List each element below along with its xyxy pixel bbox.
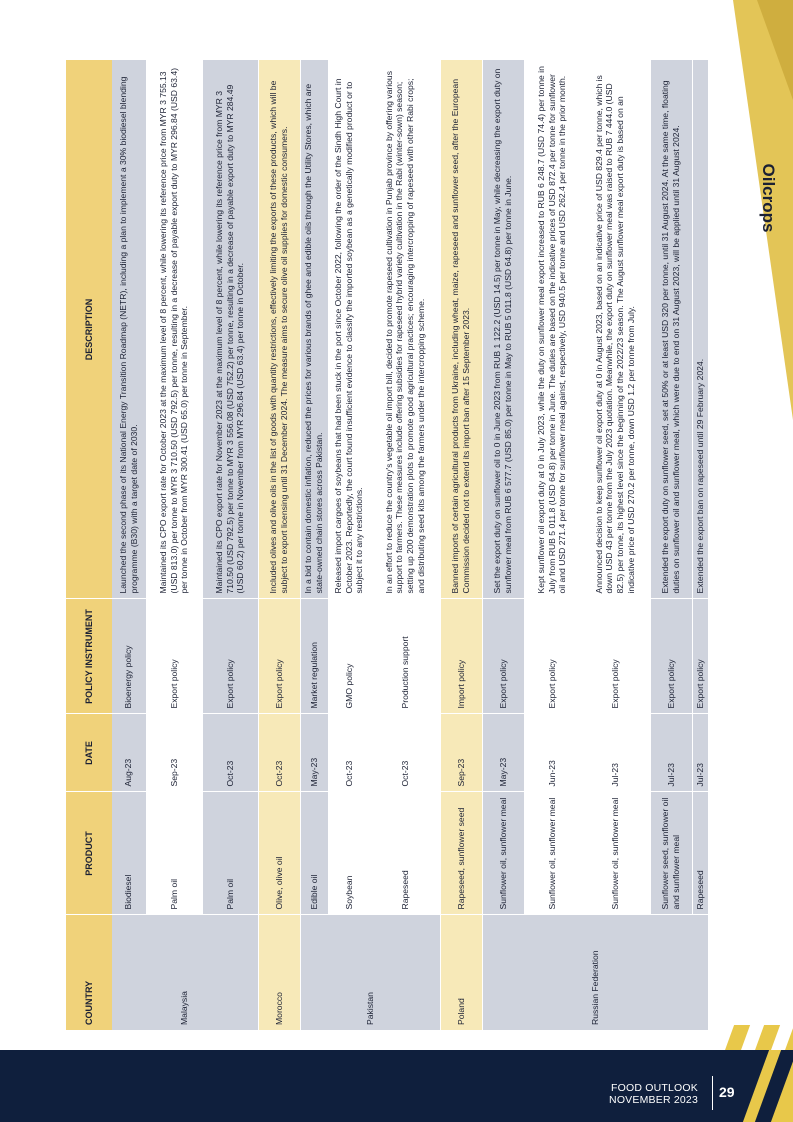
footer-divider [712,1076,713,1110]
cell-policy: GMO policy [328,599,370,714]
cell-policy: Export policy [524,599,580,714]
table-row [112,60,146,1030]
cell-description: Released import cargoes of soybeans that had been stuck in the port since October 2022, following the order of the Sindh High Court in October 2023. Reportedly, the court found insufficient evidence to classify the imported soybean as a genetically modified product or to subject it to any restrictions. [328,60,370,599]
cell-product: Rapeseed [370,792,440,915]
cell-product: Soybean [328,792,370,915]
cell-date: May-23 [300,714,328,792]
policy-table [66,60,709,1031]
cell-date: Jun-23 [524,714,580,792]
cell-date: Sep-23 [440,714,482,792]
cell-policy: Export policy [692,599,708,714]
table-row [258,60,300,1030]
cell-description: Banned imports of certain agricultural products from Ukraine, including wheat, maize, rapeseed and sunflower seed, after the European Commission decided not to extend its import ban after 15 September 2023. [440,60,482,599]
cell-description: Extended the export duty on sunflower seed, set at 50% or at least USD 320 per tonne, until 31 August 2024. At the same time, floating duties on sunflower oil and sunflower meal, which were due to end on 31 August 2023, will be applied until 31 August 2024. [650,60,692,599]
cell-description: Set the export duty on sunflower oil to 0 in June 2023 from RUB 1 122.2 (USD 14.5) per tonne in May, while decreasing the export duty on sunflower meal from RUB 6 577.7 (USD 85.0) per tonne in May to RUB 5 011.8 (USD 64.8) per tonne in June. [482,60,524,599]
cell-description: Extended the export ban on rapeseed until 29 February 2024. [692,60,708,599]
cell-policy: Import policy [440,599,482,714]
corner-decoration-dark [757,0,793,100]
table-row [370,60,440,1030]
cell-date: Sep-23 [146,714,202,792]
cell-product: Biodiesel [112,792,146,915]
cell-description: In an effort to reduce the country's vegetable oil import bill, decided to promote rapeseed cultivation in Punjab province by offering various support to farmers. These measures include offering subsidies for rapeseed hybrid variety cultivation in the Rabi (winter-sown) season; setting up 200 demonstration plots to promote good agricultural practices; encouraging intercropping of rapeseed with other Rabi crops; and distributing seed kits among the farmers under the intercropping scheme. [370,60,440,599]
cell-product: Edible oil [300,792,328,915]
cell-product: Olive, olive oil [258,792,300,915]
cell-country: Morocco [258,915,300,1030]
cell-product: Palm oil [146,792,202,915]
table-row [482,60,524,1030]
cell-policy: Export policy [482,599,524,714]
cell-policy: Bioenergy policy [112,599,146,714]
cell-policy: Export policy [258,599,300,714]
cell-date: Oct-23 [202,714,258,792]
section-title: Oilcrops [759,163,778,233]
table-row [580,60,650,1030]
cell-date: Oct-23 [370,714,440,792]
header-product: PRODUCT [66,792,112,915]
cell-description: In a bid to contain domestic inflation, reduced the prices for various brands of ghee and edible oils through the Utility Stores, which are state-owned chain stores across Pakistan. [300,60,328,599]
cell-country: Malaysia [112,915,258,1030]
cell-product: Sunflower seed, sunflower oil and sunflower meal [650,792,692,915]
table-row [650,60,692,1030]
table-row [328,60,370,1030]
cell-product: Palm oil [202,792,258,915]
page-number: 29 [719,1084,735,1100]
cell-product: Rapeseed [692,792,708,915]
policy-table-container [66,60,731,1030]
table-row [202,60,258,1030]
table-row [440,60,482,1030]
table-row [524,60,580,1030]
cell-product: Sunflower oil, sunflower meal [580,792,650,915]
cell-policy: Export policy [650,599,692,714]
cell-country: Russian Federation [482,915,708,1030]
footer-date: NOVEMBER 2023 [609,1094,698,1106]
cell-policy: Export policy [202,599,258,714]
table-row [692,60,708,1030]
footer-title: FOOD OUTLOOK [611,1082,698,1094]
cell-description: Announced decision to keep sunflower oil export duty at 0 in August 2023, based on an indicative price of USD 829.4 per tonne, which is down USD 43 per tonne from the July 2023 quotation. Meanwhile, the export duty on sunflower meal was raised to RUB 7 444.0 (USD 82.5) per tonne, its highest level since the beginning of the 2022/23 season. The August sunflower meal export duty is based on an indicative price of USD 270.2 per tonne, down USD 1.2 per tonne from July. [580,60,650,599]
cell-product: Rapeseed, sunflower seed [440,792,482,915]
cell-date: Jul-23 [692,714,708,792]
cell-date: May-23 [482,714,524,792]
header-date: DATE [66,714,112,792]
cell-date: Jul-23 [580,714,650,792]
header-country: COUNTRY [66,915,112,1030]
cell-date: Oct-23 [258,714,300,792]
footer-publication [609,1082,698,1106]
cell-description: Included olives and olive oils in the list of goods with quantity restrictions, effectively limiting the exports of these products, which will be subject to export licensing until 31 December 2024. The measure aims to secure olive oil supplies for domestic consumers. [258,60,300,599]
cell-product: Sunflower oil, sunflower meal [482,792,524,915]
cell-product: Sunflower oil, sunflower meal [524,792,580,915]
cell-date: Oct-23 [328,714,370,792]
cell-country: Pakistan [300,915,440,1030]
table-row [300,60,328,1030]
header-description: DESCRIPTION [66,60,112,599]
cell-description: Maintained its CPO export rate for October 2023 at the maximum level of 8 percent, while lowering its reference price from MYR 3 755.13 (USD 813.0) per tonne to MYR 3 710.50 (USD 792.5) per tonne, resulting in a decrease of payable export duty to MYR 296.84 (USD 63.4) per tonne in October from MYR 300.41 (USD 65.0) per tonne in September. [146,60,202,599]
cell-description: Launched the second phase of its National Energy Transition Roadmap (NETR), including a plan to implement a 30% biodiesel blending programme (B30) with a target date of 2030. [112,60,146,599]
cell-description: Maintained its CPO export rate for November 2023 at the maximum level of 8 percent, while lowering its reference price from MYR 3 710.50 (USD 792.5) per tonne to MYR 3 556.08 (USD 752.2) per tonne, resulting in a decrease of payable export duty to MYR 284.49 (USD 60.2) per tonne in November from MYR 296.84 (USD 63.4) per tonne in October. [202,60,258,599]
cell-policy: Export policy [146,599,202,714]
cell-date: Jul-23 [650,714,692,792]
table-row [146,60,202,1030]
header-policy: POLICY INSTRUMENT [66,599,112,714]
cell-policy: Market regulation [300,599,328,714]
cell-date: Aug-23 [112,714,146,792]
cell-description: Kept sunflower oil export duty at 0 in July 2023, while the duty on sunflower meal export increased to RUB 6 248.7 (USD 74.4) per tonne in July from RUB 5 011.8 (USD 64.8) per tonne in June. The duties are based on the indicative prices of USD 872.4 per tonne for sunflower oil and USD 271.4 per tonne for sunflower meal against, respectively, USD 940.5 per tonne and USD 262.4 per tonne in the prior month. [524,60,580,599]
cell-country: Poland [440,915,482,1030]
cell-policy: Export policy [580,599,650,714]
cell-policy: Production support [370,599,440,714]
